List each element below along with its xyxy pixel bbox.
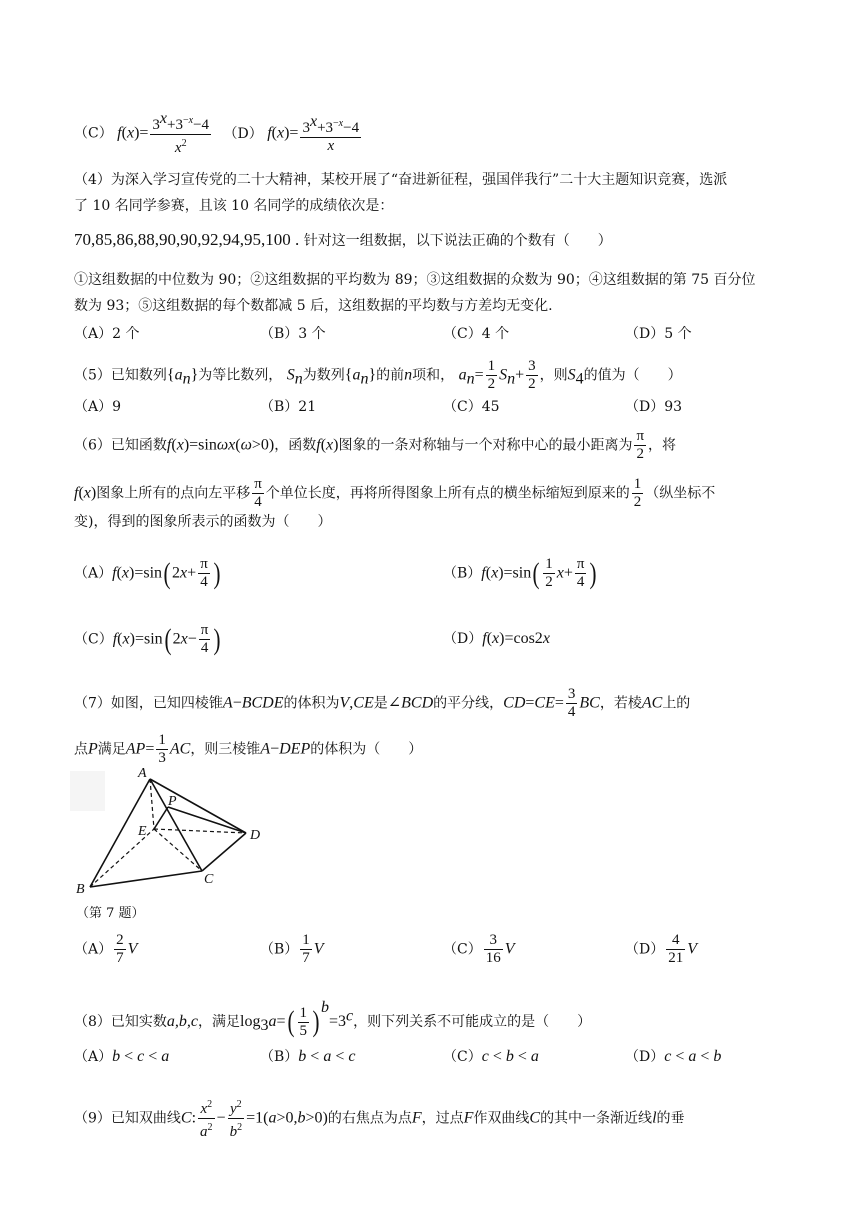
q7-text-b: 的体积为 [283,695,340,712]
q7-text-a: （7）如图，已知四棱锥 [74,695,223,712]
q7-text-g: 点 [74,741,88,758]
q9-text-c: ，过点 [421,1110,464,1127]
q7-stem-line1: （7）如图，已知四棱锥A−BCDE的体积为V,CE是∠BCD的平分线，CD=CE= $\frac{3}{4}$ BC，若棱AC上的 [74,686,691,720]
q9-text-e: 的其中一条渐近线 [540,1110,653,1127]
q7-figure-caption: （第 7 题） [76,906,145,921]
q7-text-c: 是 [373,695,388,712]
q3-option-d-label: （D） [223,125,263,142]
q5-text-b: 为等比数列， [198,367,283,384]
q6-option-c: （C）f(x)=sin(2x− $\frac{\pi}{4}$ ) [74,622,221,656]
q3-option-d-formula: f [267,124,272,142]
q3-option-c-formula: f [117,124,122,142]
q6-option-b: （B）f(x)=sin( $\frac{1}{2}$ x+ $\frac{\pi}{4}$ ) [443,556,597,590]
q7-text-d: 的平分线， [433,695,504,712]
q5-option-d: （D）93 [625,399,683,415]
q6-text-f: 个单位长度，再将所得图象上所有点的横坐标缩短到原来的 [265,485,630,502]
fig-label-b: B [76,882,85,895]
q5-option-b: （B）21 [260,399,317,415]
fig-label-p: P [168,794,177,809]
q6-text-c: 图象的一条对称轴与一个对称中心的最小距离为 [338,437,633,454]
q7-option-d: （D） $\frac{4}{21}$ V [625,932,698,966]
q6-text-e: 图象上所有的点向左平移 [96,485,251,502]
fig-label-c: C [204,872,214,887]
q6-text-g: （纵坐标不 [645,485,716,502]
q5-text-f: ，则 [539,367,568,384]
q8-text-b: ，满足 [198,1014,241,1030]
q5-text-c: 为数列 [302,367,345,384]
q6-stem-line2: f(x)图象上所有的点向左平移 $\frac{\pi}{4}$ 个单位长度，再将所得图象上所有点的横坐标缩短到原来的 $\frac{1}{2}$ （纵坐标不 [74,476,716,510]
q6-option-a: （A）f(x)=sin(2x+ $\frac{\pi}{4}$ ) [74,556,221,590]
q9-text-f: 的垂 [656,1110,685,1127]
q4-line1: （4）为深入学习宣传党的二十大精神，某校开展了“奋进新征程，强国伴我行”二十大主题知识竞赛，选派 [74,172,728,188]
q6-stem-line3: 变)，得到的图象所表示的函数为（ ） [74,514,332,530]
fig-label-d: D [250,828,261,843]
q7-text-i: ，则三棱锥 [190,741,261,758]
q7-text-j: 的体积为（ ） [310,741,423,758]
q3-option-c-label: （C） [74,125,113,142]
q4-data-tail: 针对这一组数据，以下说法正确的个数有（ ） [303,233,612,249]
q7-text-h: 满足 [97,741,126,758]
fig-label-a: A [138,766,147,781]
q6-text-b: ，函数 [274,437,317,454]
q8-text-a: （8）已知实数 [74,1014,167,1030]
q7-option-a: （A） $\frac{2}{7}$ V [74,932,138,966]
q4-data-line [74,230,612,251]
q5-text-e: 项和， [412,367,455,384]
q6-text-a: （6）已知函数 [74,437,167,454]
q7-text-e: ，若棱 [599,695,642,712]
q8-option-d: （D）c < a < b [625,1048,722,1065]
q5-stem: （5）已知数列$\{a_n\}$为等比数列， $S_n$为数列$\{a_n\}$的前n项和， $a_n=$ $\frac{1}{2}$ $S_n+$ $\frac{3}{2}$ ，则$S_4$的值为（ ） [74,358,682,392]
q4-option-d: （D）5 个 [625,326,692,342]
q4-line2: 了 10 名同学参赛，且该 10 名同学的成绩依次是： [74,198,394,214]
q6-option-d: （D）f(x)=cos2x [443,630,550,647]
q9-text-b: 的右焦点为点 [327,1110,412,1127]
q4-option-b: （B）3 个 [260,326,326,342]
q4-option-a: （A）2 个 [74,326,140,342]
q7-pyramid-figure [70,765,270,895]
q4-statements-2: 数为 93；⑤这组数据的每个数都减 5 后，这组数据的平均数与方差均无变化. [74,298,553,314]
q9-text-a: （9）已知双曲线 [74,1110,181,1127]
q4-statements-1: ①这组数据的中位数为 90；②这组数据的平均数为 89；③这组数据的众数为 90；④这组数据的第 75 百分位 [74,272,756,288]
q7-option-b: （B） $\frac{1}{7}$ V [260,932,324,966]
q7-text-f: 上的 [662,695,691,712]
fig-label-e: E [138,824,147,839]
q5-option-a: （A）9 [74,399,122,415]
q6-text-d: ，将 [648,437,677,454]
q8-option-c: （C）c < b < a [443,1048,539,1065]
q3-options-line: （C） f(x)= $\frac{3^x+3^{-x}-4}{x^2}$ （D） f(x)= $\frac{3^x+3^{-x}-4}{x}$ [74,110,360,156]
q5-text-g: 的值为（ ） [583,367,682,384]
q5-text-a: （5）已知数列 [74,367,167,384]
q8-stem: （8）已知实数a,b,c，满足$\log_3a=$( $\frac{1}{5}$ )$^b=3^c$，则下列关系不可能成立的是（ ） [74,999,592,1039]
q5-text-d: 的前 [376,367,405,384]
q3-d-fraction: $\frac{3^x+3^{-x}-4}{x}$ [302,112,360,154]
q8-option-b: （B）b < a < c [260,1048,356,1065]
q9-stem: （9）已知双曲线C: $\frac{x^2}{a^2}$ − $\frac{y^2}{b^2}$ =1(a>0,b>0)的右焦点为点F，过点F作双曲线C的其中一条渐近线l的垂 [74,1096,685,1141]
q7-option-c: （C） $\frac{3}{16}$ V [443,932,515,966]
q3-c-fraction: $\frac{3^x+3^{-x}-4}{x^2}$ [152,110,210,156]
q4-option-c: （C）4 个 [443,326,510,342]
q8-option-a: （A）b < c < a [74,1048,170,1065]
q8-text-c: ，则下列关系不可能成立的是（ ） [353,1014,592,1030]
pyramid-diagram [70,765,270,895]
q7-stem-line2: 点P满足AP= $\frac{1}{3}$ AC，则三棱锥A−DEP的体积为（ ） [74,732,423,766]
q9-text-d: 作双曲线 [473,1110,530,1127]
q6-stem-line1: （6）已知函数f(x)=sinωx(ω>0)，函数f(x)图象的一条对称轴与一个对称中心的最小距离为 $\frac{\pi}{2}$ ，将 [74,428,677,462]
q5-option-c: （C）45 [443,399,500,415]
q4-data-values: 70,85,86,88,90,90,92,94,95,100 . [74,230,300,249]
